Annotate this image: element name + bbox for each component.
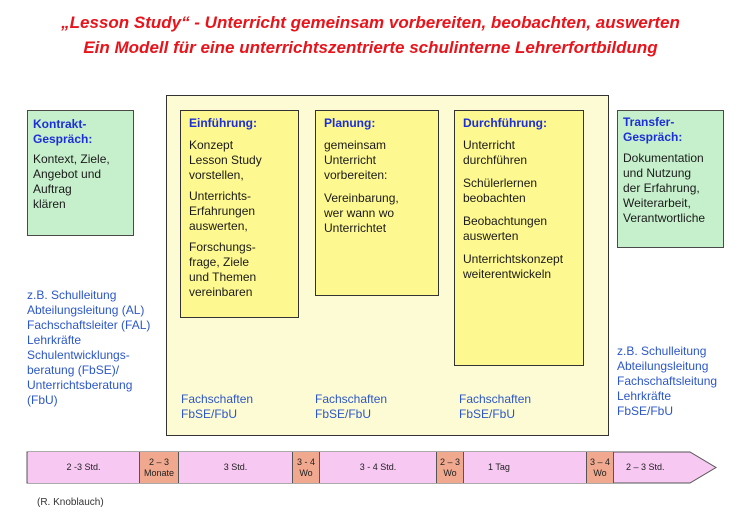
durchfuehrung-line: auswerten xyxy=(463,229,519,243)
timeline-label: Wo xyxy=(443,467,457,478)
planung-line: Unterricht xyxy=(324,153,377,167)
participant-line: Schulentwicklungs- xyxy=(27,348,130,362)
einfuehrung-line: Konzept xyxy=(189,138,234,152)
einfuehrung-line: auswerten, xyxy=(189,219,248,233)
participant-line: FbSE/FbU xyxy=(617,404,674,418)
fachschaften-line: Fachschaften xyxy=(459,392,532,406)
participant-line: Abteilungsleitung (AL) xyxy=(27,303,145,317)
timeline-label: 2 – 3 Std. xyxy=(626,462,665,472)
participant-line: Lehrkräfte xyxy=(617,389,672,403)
participant-line: Lehrkräfte xyxy=(27,333,82,347)
timeline-label: 3 - 4 xyxy=(296,456,315,467)
fachschaften-line: Fachschaften xyxy=(181,392,254,406)
timeline-segment xyxy=(28,452,140,483)
timeline-label: 2 – 3 xyxy=(148,456,170,467)
timeline-segment xyxy=(293,452,320,483)
title-line-2: Ein Modell für eine unterrichtszentrierte schulinterne Lehrerfortbildung xyxy=(83,38,658,57)
einfuehrung-header: Einführung: xyxy=(189,116,257,130)
kontrakt-body-line: klären xyxy=(33,197,66,211)
durchfuehrung-header: Durchführung: xyxy=(463,116,547,130)
transfer-body-line: und Nutzung xyxy=(623,166,692,180)
timeline-label: 3 Std. xyxy=(223,462,248,472)
title-line-1: „Lesson Study“ - Unterricht gemeinsam vorbereiten, beobachten, auswerten xyxy=(61,13,680,32)
transfer-body-line: der Erfahrung, xyxy=(623,181,700,195)
fachschaften-line: Fachschaften xyxy=(315,392,388,406)
transfer-header-line: Transfer- xyxy=(623,115,675,129)
planung-line: wer wann wo xyxy=(324,206,395,220)
participant-line: Unterrichtsberatung xyxy=(27,378,133,392)
participant-line: Fachschaftsleiter (FAL) xyxy=(27,318,151,332)
planung-header: Planung: xyxy=(324,116,376,130)
author-caption: (R. Knoblauch) xyxy=(37,497,104,508)
transfer-body-line: Dokumentation xyxy=(623,151,704,165)
kontrakt-body-line: Angebot und xyxy=(33,167,102,181)
einfuehrung-line: und Themen xyxy=(189,270,257,284)
transfer-header-line: Gespräch: xyxy=(623,130,683,144)
kontrakt-body-line: Auftrag xyxy=(33,182,72,196)
durchfuehrung-line: weiterentwickeln xyxy=(463,267,552,281)
durchfuehrung-line: beobachten xyxy=(463,191,526,205)
timeline-segment xyxy=(464,452,587,483)
einfuehrung-line: frage, Ziele xyxy=(189,255,250,269)
planung-line: Vereinbarung, xyxy=(324,191,399,205)
planung-line: Unterrichtet xyxy=(324,221,387,235)
durchfuehrung-line: Beobachtungen xyxy=(463,214,548,228)
einfuehrung-line: Lesson Study xyxy=(189,153,262,167)
timeline-segment xyxy=(437,452,464,483)
timeline-label: Wo xyxy=(299,467,313,478)
timeline-segment xyxy=(140,452,179,483)
planung-line: gemeinsam xyxy=(324,138,387,152)
durchfuehrung-line: Schülerlernen xyxy=(463,176,538,190)
einfuehrung-line: Unterrichts- xyxy=(189,189,252,203)
participant-line: Abteilungsleitung xyxy=(617,359,709,373)
einfuehrung-line: Forschungs- xyxy=(189,240,256,254)
einfuehrung-line: Erfahrungen xyxy=(189,204,256,218)
participant-line: beratung (FbSE)/ xyxy=(27,363,120,377)
fachschaften-line: FbSE/FbU xyxy=(181,407,238,421)
timeline-segment xyxy=(320,452,437,483)
timeline-label: 1 Tag xyxy=(488,462,510,472)
timeline-label: 2 – 3 xyxy=(439,456,461,467)
participant-line: (FbU) xyxy=(27,393,58,407)
participant-line: z.B. Schulleitung xyxy=(27,288,117,302)
fachschaften-line: FbSE/FbU xyxy=(459,407,516,421)
timeline-segment xyxy=(614,452,690,483)
timeline-label: 3 - 4 Std. xyxy=(359,462,397,472)
durchfuehrung-line: Unterricht xyxy=(463,138,516,152)
participant-line: Fachschaftsleitung xyxy=(617,374,718,388)
planung-line: vorbereiten: xyxy=(324,168,388,182)
kontrakt-body-line: Kontext, Ziele, xyxy=(33,152,110,166)
timeline-label: Wo xyxy=(593,467,607,478)
timeline-segment xyxy=(587,452,614,483)
durchfuehrung-line: durchführen xyxy=(463,153,528,167)
timeline-segment xyxy=(179,452,293,483)
durchfuehrung-line: Unterrichtskonzept xyxy=(463,252,564,266)
einfuehrung-line: vorstellen, xyxy=(189,168,244,182)
timeline-label: Monate xyxy=(143,467,175,478)
timeline-label: 2 -3 Std. xyxy=(66,462,101,472)
participant-line: z.B. Schulleitung xyxy=(617,344,707,358)
fachschaften-line: FbSE/FbU xyxy=(315,407,372,421)
timeline-label: 3 – 4 xyxy=(589,456,611,467)
kontrakt-header-line: Kontrakt- xyxy=(33,117,87,131)
kontrakt-header-line: Gespräch: xyxy=(33,132,93,146)
transfer-body-line: Verantwortliche xyxy=(623,211,706,225)
einfuehrung-line: vereinbaren xyxy=(189,285,253,299)
transfer-body-line: Weiterarbeit, xyxy=(623,196,691,210)
